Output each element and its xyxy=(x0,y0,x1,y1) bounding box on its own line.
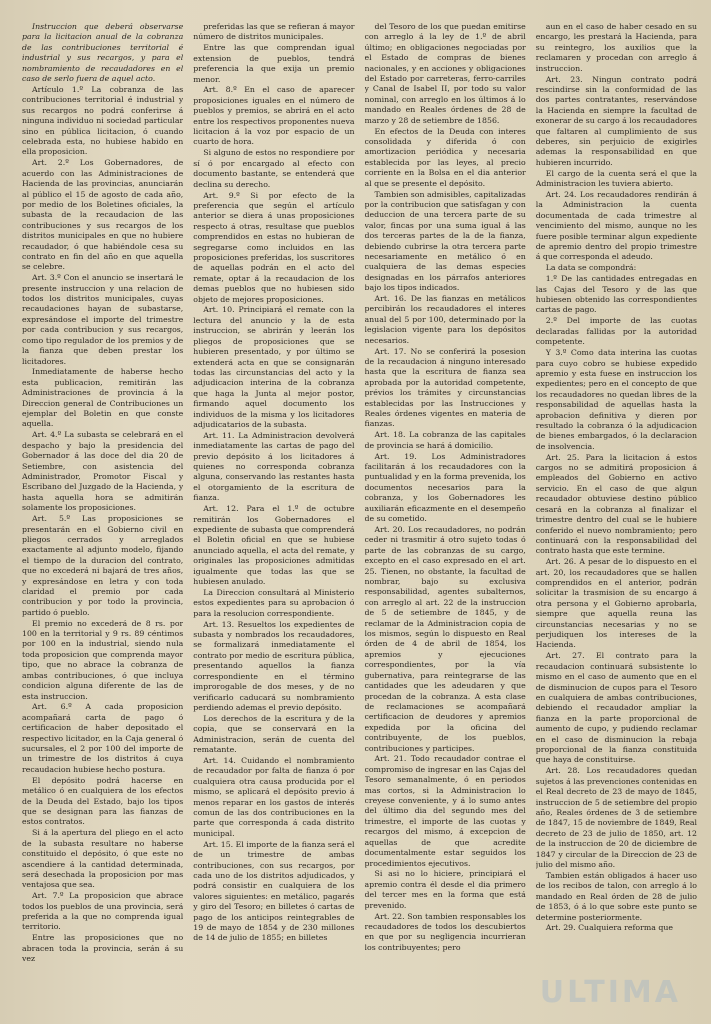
paragraph: Si alguno de estos no respondiere por sí ó por encargado al efecto con documento bastante, se entenderá que declina su derecho. xyxy=(193,148,355,189)
paragraph: Art. 25. Para la licitacion á estos cargos no se admitirá proposicion á empleados del Gobierno en activo servicio. En el caso de que algun recaudador obtuviese destino público cesará en la cobranza al finalizar el trimestre dentro del cual se le hubiere conferido el nuevo nombramiento; pero continuará con la responsabilidad del contrato hasta que este termine. xyxy=(535,452,697,556)
paragraph: El cargo de la cuenta será el que la Administracion les tuviera abierto. xyxy=(535,168,697,189)
paragraph: Inmediatamente de haberse hecho esta publicacion, remitirán las Administraciones de provincia á la Direccion general de Contribuciones un ejemplar del Boletin en que conste aquella. xyxy=(22,367,184,429)
paragraph: Art. 16. De las fianzas en metálicos percibirán los recaudadores el interes anual del 5 por 100, determinado por la legislacion vigente para los depósitos necesarios. xyxy=(364,294,526,345)
paragraph: 2.º Del importe de las cuotas declaradas fallidas por la autoridad competente. xyxy=(535,316,697,347)
paragraph: Art. 17. No se conferirá la posesion de la recaudacion á ninguno interesado hasta que la escritura de fianza sea aprobada por la autoridad competente, prévios los trámites y circunstancias establecidas por las Instrucciones y Reales órdenes vigentes en materia de fianzas. xyxy=(364,346,526,429)
paragraph: Los derechos de la escritura y de la copia, que se conservará en la Administracion, serán de cuenta del rematante. xyxy=(193,713,355,755)
paragraph: Art. 18. La cobranza de las capitales de provincia se hará á domicilio. xyxy=(364,430,526,450)
paragraph: Si asi no lo hiciere, principiará el apremio contra él desde el dia primero del tercer mes en la forma que está prevenido. xyxy=(364,869,526,910)
paragraph: Art. 29. Cualquiera reforma que xyxy=(545,923,673,933)
paragraph: La Direccion consultará al Ministerio estos expedientes para su aprobacion ó para la resolucion correspondiente. xyxy=(193,587,355,618)
paragraph: Art. 13. Resueltos los expedientes de subasta y nombrados los recaudadores, se formalizará inmediatamente el contrato por medio de escritura pública, presentando aquellos la fianza correspondiente en el término improrogable de dos meses, y de no verificarlo caducará su nombramiento perdiendo ademas el previo depósito. xyxy=(193,619,355,712)
paragraph: aun en el caso de haber cesado en su encargo, les prestará la Hacienda, para su reintegro, los auxilios que la reclamaren y procedan con arreglo á instruccion. xyxy=(535,22,697,73)
paragraph: Entre las que comprendan igual extension de pueblos, tendrá preferencia la que exija un premio menor. xyxy=(193,43,355,84)
paragraph: Art. 10. Principiará el remate con la lectura del anuncio y la de esta instruccion, se abrirán y leerán los pliegos de proposiciones que se hubieren presentado, y por último se extenderá acta en que se consignarán todas las circunstancias del acto y la adjudicacion interina de la cobranza que haga la Junta al mejor postor, firmando aquel documento los individuos de la misma y los licitadores adjudicatarios de la subasta. xyxy=(193,305,355,429)
watermark: ULTIMA xyxy=(539,975,681,1010)
paragraph: Art. 4.º La subasta se celebrará en el despacho y bajo la presidencia del Gobernador á las doce del dia 20 de Setiembre, con asistencia del Administrador, Promotor Fiscal y Escribano del Juzgado de la Hacienda, y hasta aquella hora se admitirán solamente los proposiciones. xyxy=(22,430,184,513)
paragraph: Art. 12. Para el 1.º de octubre remitirán los Gobernadores el expediente de subasta que comprenderá el Boletin oficial en que se hubiese anunciado aquella, el acta del remate, y originales las proposiciones admitidas igualmente que todas las que se hubiesen anulado. xyxy=(193,504,355,587)
paragraph: Art. 19. Los Administradores facilitarán á los recaudadores con la puntualidad y en la forma prevenida, los documentos necesarios para la cobranza, y los Gobernadores les auxiliarán eficazmente en el desempeño de su cometido. xyxy=(364,451,526,524)
paragraph: Art. 3.º Con el anuncio se insertará le presente instruccion y una relacion de todos los distritos municipales, cuyas recaudaciones hayan de subastarse, expresándose el importe del trimestre por cada contribucion y sus recargos, como tipo regulador de los premios y de la fianza que deben prestar los licitadores. xyxy=(22,273,184,366)
paragraph: Art. 7.º La proposicion que abrace todos los pueblos de una provincia, será preferida a la que no comprenda igual territorio. xyxy=(22,891,184,932)
paragraph: preferidas las que se refieran á mayor número de distritos municipales. xyxy=(193,22,355,42)
paragraph: Tambien son admisibles, capitalizadas por la contribucion que satisfagan y con deduccion de una tercera parte de su valor, fincas por una suma igual á las dos terceras partes de la de la fianza, debiendo cubrirse la otra tercera parte necesariamente en metálico ó en cualquiera de las demas especies designadas en los párrafos anteriores bajo los tipos indicados. xyxy=(364,189,526,293)
column-3 xyxy=(365,22,526,1012)
paragraph: Entre las proposiciones que no abracen toda la provincia, serán á su vez xyxy=(22,933,184,964)
paragraph: Art. 15. El importe de la fianza será el de un trimestre de ambas contribuciones, con sus recargos, por cada uno de los distritos adjudicados, y podrá consistir en cualquiera de los valores siguientes: en metálico, pagarés y giro del Tesoro; en billetes ó cartas de pago de los anticipos reintegrables de 19 de mayo de 1854 y de 230 millones de 14 de julio de 1855; en billetes xyxy=(193,839,355,943)
paragraph: Art. 9.º Si por efecto de la preferencia que según el artículo anterior se diera á unas proposiciones respecto á otras, resultase que pueblos comprendidos en estas no hubieran de segregarse como incluidos en las proposiciones preferidas, los suscritores de aquellas podrán en el acto del remate, optar á la recaudacion de los demas pueblos que no hubiesen sido objeto de mejores proposiciones. xyxy=(193,190,355,304)
paragraph: Art. 27. El contrato para la recaudacion continuará subsistente lo mismo en el caso de aumento que en el de disminucion de cupos para el Tesoro en cualquiera de ambas contribuciones, debiendo el recaudador ampliar la fianza en la parte proporcional de aumento de cupo, y pudiendo reclamar en el caso de disminucion la rebaja proporcional de la fianza constituida que haya de constituirse. xyxy=(535,651,697,765)
column-2 xyxy=(193,22,354,1012)
paragraph: Art. 26. A pesar de lo dispuesto en el art. 20, los recaudadores que se hallen comprendidos en el anterior, podrán solicitar la trasmision de su encargo á otra persona y el Gobierno aprobarla, siempre que aquella reuna las circunstancias necesarias y no se perjudiquen los intereses de la Hacienda. xyxy=(535,557,697,650)
paragraph: Art. 2.º Los Gobernadores, de acuerdo con las Administraciones de Hacienda de las provincias, anunciarán al público el 15 de agosto de cada año, por medio de los Boletines oficiales, la subasta de la recaudacion de las contribuciones y sus recargos de los distritos municipales en que no hubiere recaudador, ó que habiéndole cesa su contrato en fin del año en que aquella se celebre. xyxy=(22,158,184,272)
paragraph: Tambien están obligados á hacer uso de los recibos de talon, con arreglo á lo mandado en Real órden de 28 de julio de 1853, ó á lo que sobre este punto se determine posteriormente. xyxy=(535,870,697,922)
paragraph: Art. 14. Cuidando el nombramiento de recaudador por falta de fianza ó por cualquiera otra causa producida por el mismo, se aplicará el depósito previo á menos reparar en los gastos de interés comun de las dos contribuciones en la parte que corresponda á cada distrito municipal. xyxy=(193,755,355,838)
paragraph: Art. 5.º Las proposiciones se presentarán en el Gobierno civil en pliegos cerrados y arreglados exactamente al adjunto modelo, fijando el tiempo de la duracion del contrato, que no excederá ni bajará de tres años, y expresándose en letra y con toda claridad el premio por cada contribucion y por todo la provincia, partido ó pueblo. xyxy=(22,514,184,617)
paragraph: 1.º De las cantidades entregadas en las Cajas del Tesoro y de las que hubiesen obtenido las correspondientes cartas de pago. xyxy=(535,274,697,315)
paragraph: Art. 22. Son tambien responsables los recaudadores de todos los descubiertos en que por su negligencia incurrieran los contribuyentes; pero xyxy=(364,911,526,952)
paragraph: Art. 23. Ningun contrato podrá rescindirse sin la conformidad de las dos partes contratantes, reservándose la Hacienda en siempre la facultad de exonerar de su cargo á los recaudadores que faltaren al cumplimiento de sus deberes, sin perjuicio de exigirles ademas la responsabilidad en que hubieren incurrido. xyxy=(535,74,697,167)
paragraph: El premio no excederá de 8 rs. por 100 en la territorial y 9 rs. 89 céntimos por 100 en la industrial, siendo nula toda proposicion que comprenda mayor tipo, que no abrace la cobranza de ambas contribuciones, ó que incluya condicion alguna diferente de las de esta instruccion. xyxy=(22,618,184,701)
paragraph: La data se compondrá: xyxy=(545,263,637,273)
paragraph: Art. 28. Los recaudadores quedan sujetos á las prevenciones contenidas en el Real decreto de 23 de mayo de 1845, instruccion de 5 de setiembre del propio año, Reales órdenes de 3 de setiembre de 1847, 15 de noviembre de 1849, Real decreto de 23 de julio de 1850, art. 12 de la instruccion de 20 de diciembre de 1847 y circular de la Direccion de 23 de julio del mismo año. xyxy=(535,766,697,869)
paragraph: Instruccion que deberá observarse para la licitacion anual de la cobranza de las contribuciones territorial é industrial y sus recargos, y para el nombramiento de recaudadores en el caso de serlo fuera de aquel acto. xyxy=(22,22,184,84)
paragraph: Art. 20. Los recaudadores, no podrán ceder ni trasmitir á otro sujeto todas ó parte de las cobranzas de su cargo, excepto en el caso expresado en el art. 25. Tienen, no obstante, la facultad de nombrar, bajo su exclusiva responsabilidad, agentes subalternos, con arreglo al art. 22 de la instruccion de 5 de setiembre de 1845, y de reclamar de la Administracion copia de los mismos, según lo dispuesto en Real órden de 4 de abril de 1854, los apremios y ejecuciones correspondientes, por la vía gubernativa, para reintegrarse de las cantidades que les adeudaren y que procedan de la cobranza. A esta clase de reclamaciones se acompañará certificacion de deudores y apremios expedida por la oficina del contribuyente, de los pueblos, contribuciones y participes. xyxy=(364,525,526,753)
paragraph: del Tesoro de los que puedan emitirse con arreglo á la ley de 1.º de abril último; en obligaciones negociadas por el Estado de compras de bienes nacionales, y en acciones y obligaciones del Estado por carreteras, ferro-carriles y Canal de Isabel II, por todo su valor nominal, con arreglo en los últimos á lo mandado en Reales órdenes de 28 de marzo y 28 de setiembre de 1856. xyxy=(364,22,526,125)
paragraph: Y 3.º Como data interina las cuotas para cuyo cobro se hubiese expedido apremio y esta fuese en instruccion los expedientes; pero en el concepto de que los recaudadores no quedan libres de la responsabilidad de aquellas hasta la aprobacion definitiva y dieren por resultado la cobranza ó la adjudicacion de bienes embargados, ó la declaracion de insolvencia. xyxy=(535,348,697,451)
paragraph: El depósito podrá hacerse en metálico ó en cualquiera de los efectos de la Deuda del Estado, bajo los tipos que se designan para las fianzas de estos contratos. xyxy=(22,775,184,827)
paragraph: Art. 11. La Administracion devolverá inmediatamente las cartas de pago del previo depósito á los licitadores á quienes no corresponda cobranza alguna, conservando las restantes hasta el otorgamiento de la escritura de fianza. xyxy=(193,430,355,503)
paragraph: En efectos de la Deuda con interes consolidada y diferida ó con amortizacion periódica y necesaria establecida por las leyes, al precio corriente en la Bolsa en el dia anterior al que se presente el depósito. xyxy=(364,126,526,188)
paragraph: Art. 24. Los recaudadores rendirán á la Administracion la cuenta documentada de cada trimestre al vencimiento del mismo, aunque no les fuere posible terminar algun expediente de apremio dentro del propio trimestre á que corresponda el adeudo. xyxy=(535,190,697,262)
column-1 xyxy=(22,22,183,1012)
paragraph: Artículo 1.º La cobranza de las contribuciones territorial é industrial y sus recargos no podrá conferirse á ninguna individuo ni sociedad particular sino en pública licitacion, ó cuando celebrada esta, no hubiese habido en ella proposicion. xyxy=(22,84,184,157)
paragraph: Art. 21. Todo recaudador contrae el compromiso de ingresar en las Cajas del Tesoro semanalmente, ó en periodos mas cortos, si la Administracion lo creyese conveniente, y á lo sumo antes del último dia del segundo mes del trimestre, el importe de las cuotas y recargos del mismo, á excepcion de aquellas de que acredite documentalmente estar seguidos los procedimientos ejecutivos. xyxy=(364,754,526,868)
paragraph: Si á la apertura del pliego en el acto de la subasta resultare no haberse constituido el depósito, ó que este no ascendiere á la cantidad determinada, será desechada la proposicion por mas ventajosa que sea. xyxy=(22,828,184,890)
paragraph: Art. 8.º En el caso de aparecer proposiciones iguales en el número de pueblos y premios, se abrirá en el acto entre los respectivos proponentes nueva licitacion á la voz por espacio de un cuarto de hora. xyxy=(193,85,355,147)
text-columns xyxy=(22,22,697,1012)
paragraph: Art. 6.º A cada proposicion acompañará carta de pago ó certificacion de haber depositado el respectivo licitador, en la Caja general ó sucursales, el 2 por 100 del importe de un trimestre de los distritos á cuya recaudacion hubiese hecho postura. xyxy=(22,702,184,774)
column-4 xyxy=(536,22,697,1012)
